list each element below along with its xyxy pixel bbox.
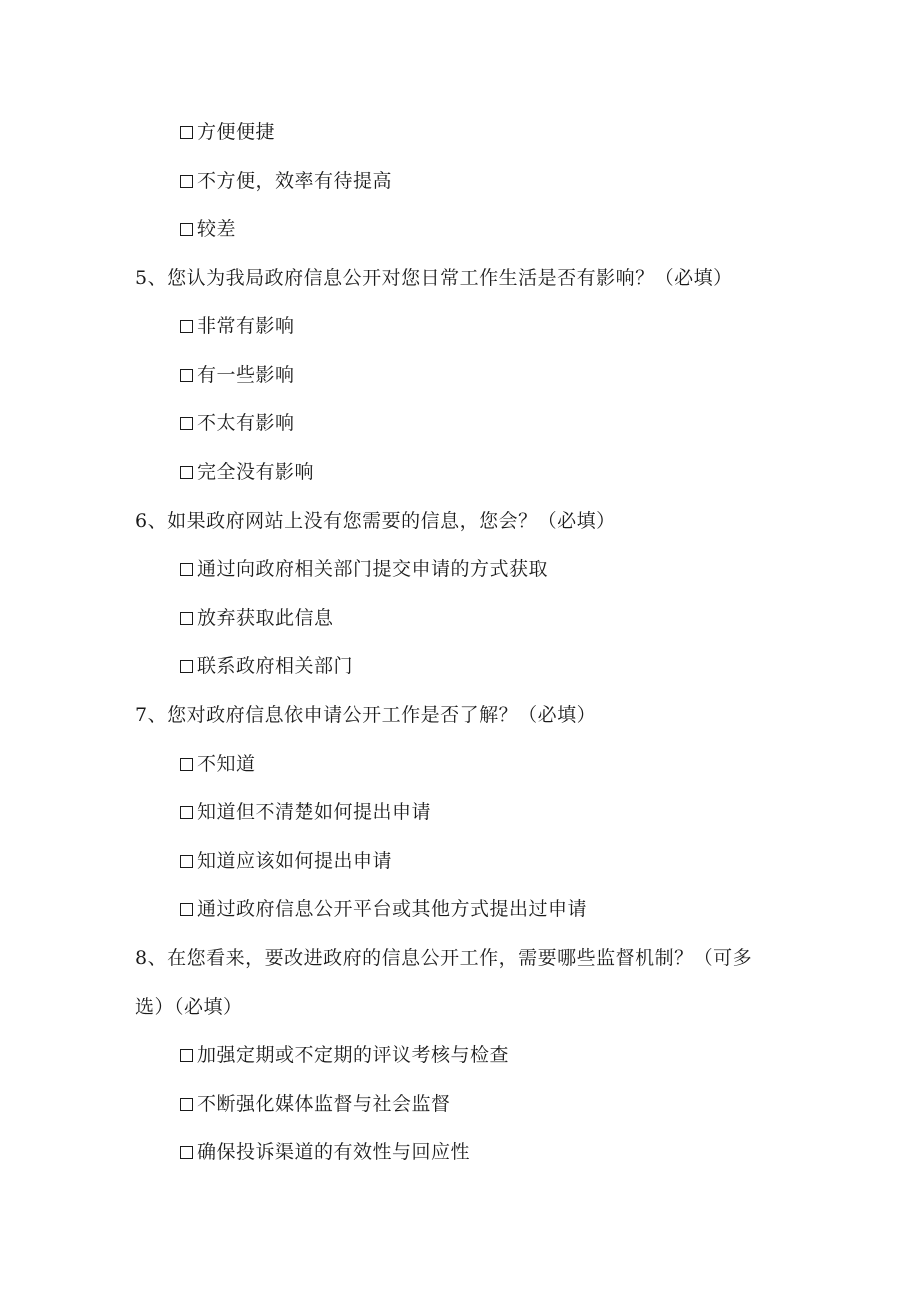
- option-label: 不知道: [197, 753, 256, 775]
- option-label: 不方便，效率有待提高: [197, 170, 393, 192]
- option-label: 放弃获取此信息: [197, 607, 334, 629]
- checkbox-icon[interactable]: [180, 126, 193, 139]
- question-8: 8、在您看来，要改进政府的信息公开工作，需要哪些监督机制？（可多: [135, 947, 753, 969]
- option-item: [180, 168, 392, 194]
- question-7: 7、您对政府信息依申请公开工作是否了解？（必填）: [135, 704, 597, 726]
- option-label: 确保投诉渠道的有效性与回应性: [197, 1141, 471, 1163]
- option-item: [180, 410, 295, 436]
- checkbox-icon[interactable]: [180, 223, 193, 236]
- option-label: 通过向政府相关部门提交申请的方式获取: [197, 558, 549, 580]
- option-label: 较差: [197, 218, 237, 240]
- option-item: [180, 313, 295, 339]
- option-item: [180, 896, 587, 922]
- option-item: [180, 459, 314, 485]
- option-label: 通过政府信息公开平台或其他方式提出过申请: [197, 898, 588, 920]
- question-8-continued: 选）（必填）: [135, 996, 243, 1018]
- checkbox-icon[interactable]: [180, 1146, 193, 1159]
- option-item: [180, 848, 392, 874]
- checkbox-icon[interactable]: [180, 903, 193, 916]
- question-5: 5、您认为我局政府信息公开对您日常工作生活是否有影响？（必填）: [135, 267, 733, 289]
- option-label: 知道但不清楚如何提出申请: [197, 801, 432, 823]
- option-item: [180, 605, 334, 631]
- option-label: 不太有影响: [197, 412, 295, 434]
- option-label: 有一些影响: [197, 364, 295, 386]
- option-item: [180, 216, 236, 242]
- option-label: 联系政府相关部门: [197, 655, 354, 677]
- checkbox-icon[interactable]: [180, 758, 193, 771]
- option-item: [180, 1042, 509, 1068]
- option-item: [180, 119, 275, 145]
- checkbox-icon[interactable]: [180, 417, 193, 430]
- checkbox-icon[interactable]: [180, 1098, 193, 1111]
- checkbox-icon[interactable]: [180, 320, 193, 333]
- option-item: [180, 362, 295, 388]
- option-label: 完全没有影响: [197, 461, 315, 483]
- option-item: [180, 1139, 470, 1165]
- option-item: [180, 1091, 451, 1117]
- option-item: [180, 556, 548, 582]
- checkbox-icon[interactable]: [180, 612, 193, 625]
- checkbox-icon[interactable]: [180, 369, 193, 382]
- option-label: 不断强化媒体监督与社会监督: [197, 1093, 451, 1115]
- option-label: 非常有影响: [197, 315, 295, 337]
- option-item: [180, 653, 353, 679]
- checkbox-icon[interactable]: [180, 563, 193, 576]
- checkbox-icon[interactable]: [180, 660, 193, 673]
- checkbox-icon[interactable]: [180, 855, 193, 868]
- question-6: 6、如果政府网站上没有您需要的信息，您会？（必填）: [135, 510, 616, 532]
- option-item: [180, 799, 431, 825]
- checkbox-icon[interactable]: [180, 1049, 193, 1062]
- checkbox-icon[interactable]: [180, 175, 193, 188]
- checkbox-icon[interactable]: [180, 806, 193, 819]
- option-label: 加强定期或不定期的评议考核与检查: [197, 1044, 510, 1066]
- option-label: 方便便捷: [197, 121, 276, 143]
- checkbox-icon[interactable]: [180, 466, 193, 479]
- option-label: 知道应该如何提出申请: [197, 850, 393, 872]
- option-item: [180, 751, 256, 777]
